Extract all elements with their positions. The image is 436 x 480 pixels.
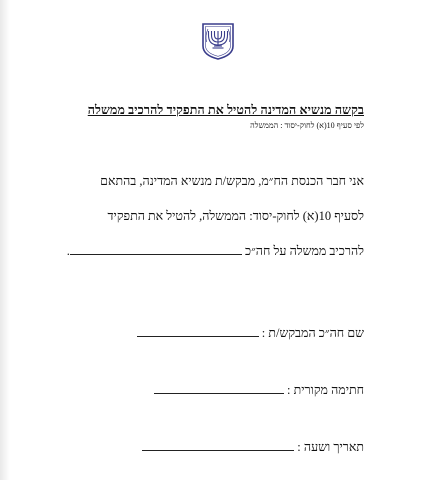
document-subtitle: לפי סעיף 10(א) לחוק-יסוד : הממשלה <box>250 121 364 130</box>
datetime-label: תאריך ושעה : <box>297 440 364 454</box>
request-paragraph-line-2: לסעיף 10(א) לחוק-יסוד: הממשלה, להטיל את התפקיד <box>107 209 364 223</box>
state-emblem-icon <box>200 22 236 60</box>
sentence-end-period: . <box>66 244 70 258</box>
page-edge-shadow <box>0 0 10 480</box>
request-paragraph-line-1: אני חבר הכנסת הח״מ, מבקש/ת מנשיא המדינה, בהתאם <box>100 174 364 188</box>
requester-name-label: שם חה״כ המבקש/ת : <box>261 326 364 340</box>
requester-name-field <box>137 326 364 341</box>
signature-blank[interactable] <box>154 383 284 394</box>
document-title: בקשה מנשיא המדינה להטיל את התפקיד להרכיב ממשלה <box>87 103 364 117</box>
request-paragraph-line-3 <box>67 244 364 259</box>
requester-name-blank[interactable] <box>137 326 259 337</box>
signature-label: חתימה מקורית : <box>287 383 364 397</box>
nominee-name-blank[interactable] <box>70 244 242 255</box>
datetime-blank[interactable] <box>142 440 294 451</box>
nominee-label: להרכיב ממשלה על חה״כ <box>244 244 364 258</box>
datetime-field <box>142 440 364 455</box>
signature-field <box>154 383 364 398</box>
